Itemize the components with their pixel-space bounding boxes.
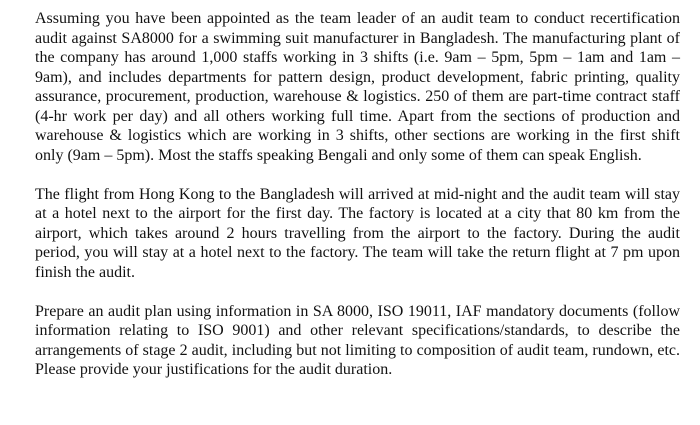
paragraph-travel: The flight from Hong Kong to the Bangladesh will arrived at mid-night and the audit team will stay at a hotel next to the airport for the first day. The factory is located at a city that 80 km from the airport, which takes around 2 hours travelling from the airport to the factory. During the audit period, you will stay at a hotel next to the factory. The team will take the return flight at 7 pm upon finish the audit. xyxy=(35,185,680,281)
paragraph-scenario: Assuming you have been appointed as the team leader of an audit team to conduct recertification audit against SA8000 for a swimming suit manufacturer in Bangladesh. The manufacturing plant of the company has around 1,000 staffs working in 3 shifts (i.e. 9am – 5pm, 5pm – 1am and 1am – 9am), and includes departments for pattern design, product development, fabric printing, quality assurance, procurement, production, warehouse & logistics. 250 of them are part-time contract staff (4-hr work per day) and all others working full time. Apart from the sections of production and warehouse & logistics which are working in 3 shifts, other sections are working in the first shift only (9am – 5pm). Most the staffs speaking Bengali and only some of them can speak English. xyxy=(35,10,680,164)
paragraph-task: Prepare an audit plan using information in SA 8000, ISO 19011, IAF mandatory documents (follow information relating to ISO 9001) and other relevant specifications/standards, to describe the arrangements of stage 2 audit, including but not limiting to composition of audit team, rundown, etc. Please provide your justifications for the audit duration. xyxy=(35,302,680,378)
document-body xyxy=(35,9,680,380)
